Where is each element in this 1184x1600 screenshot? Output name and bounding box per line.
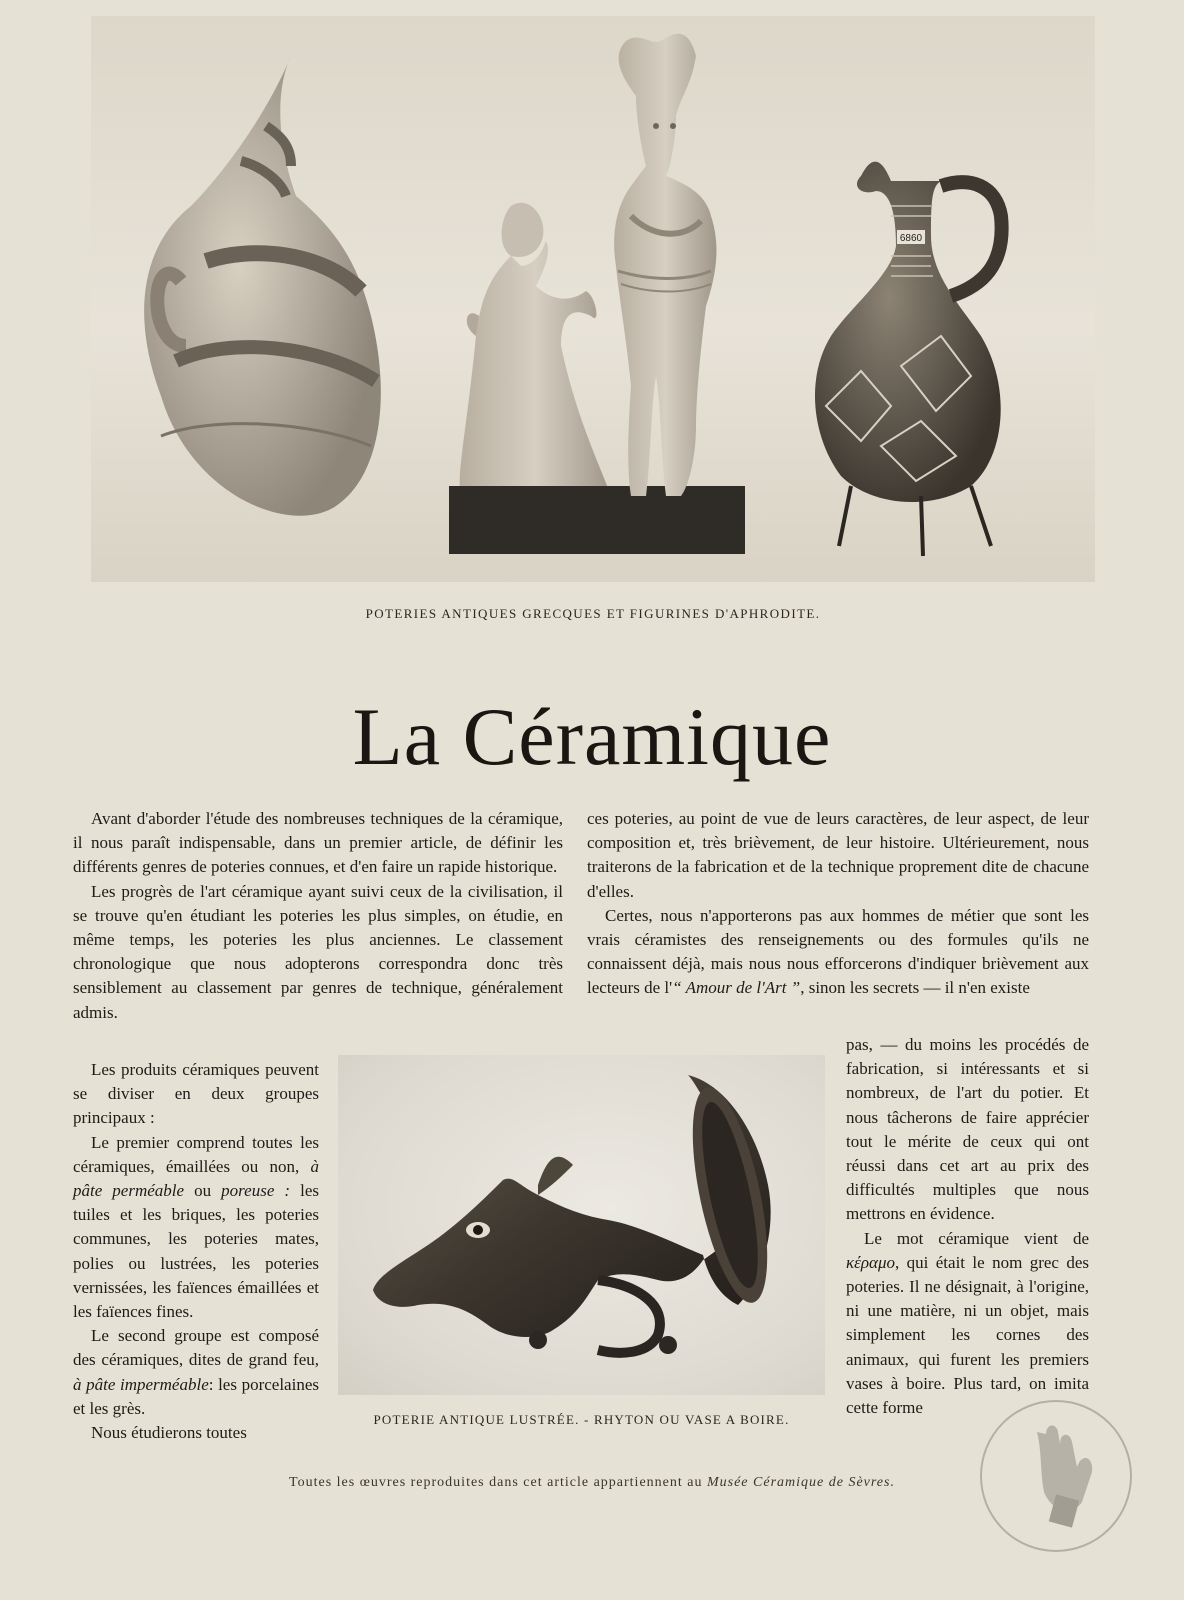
left-narrow-column [73,1058,319,1445]
incised-jug [815,162,1002,556]
right-narrow-column [846,1033,1089,1420]
figurine-base [449,486,745,554]
inventory-label: 6860 [899,233,923,244]
right-column [587,807,1089,1001]
beaked-jug [144,56,381,516]
pottery-illustration [91,16,1095,582]
journal-name: “ Amour de l'Art ” [672,978,801,998]
antique-pottery-photo [91,16,1095,582]
text-run: Le premier comprend toutes les céramiques, émaillées ou non, [73,1132,319,1176]
credit-text: Toutes les œuvres reproduites dans cet article appartiennent au [289,1475,703,1490]
greek-word: κέραμο [846,1252,895,1272]
text-run: les tuiles et les briques, les poteries communes, les poteries mates, polies ou lustrées, les poteries vernissées, les faïences émaillées et les faïences fines. [73,1181,320,1322]
article-title: La Céramique [352,691,832,782]
paragraph: pas, — du moins les procédés de fabrication, si intéressants et si nombreux, de l'art du potier. Et nous tâcherons de faire apprécier tout le mérite de ceux qui ont réussi dans cet art au prix des difficultés multiples que nous mettrons en évidence. [846,1035,1089,1224]
paragraph: Les progrès de l'art céramique ayant suivi ceux de la civilisation, il se trouve qu'en étudiant les poteries les plus simples, on étudie, en même temps, les poteries les plus anciennes. Le classement chronologique que nous adopterons correspondra donc très sensiblement au classement par genres de technique, généralement admis. [73,881,563,1022]
paragraph [73,1131,319,1325]
raised-arms-figurine [460,203,611,496]
rhyton-illustration [338,1055,825,1395]
paragraph [846,1227,1089,1421]
aphrodite-figurine [614,34,716,496]
museum-name: Musée Céramique de Sèvres. [706,1475,895,1490]
text-run: ou [194,1181,212,1201]
emphasis: poreuse : [221,1181,291,1201]
hand-stamp-icon [982,1402,1130,1550]
paragraph: Avant d'aborder l'étude des nombreuses techniques de la céramique, il nous paraît indispensable, dans un premier article, de définir les différents genres de poteries connues, et d'en faire un rapide historique. [73,809,563,877]
paragraph: ces poteries, au point de vue de leurs caractères, de leur aspect, de leur composition et, très brièvement, de leur histoire. Ultérieurement, nous traiterons de la fabrication et de la technique proprement dite de chacune d'elles. [587,809,1089,901]
emphasis: à pâte imperméable [73,1374,209,1394]
rhyton-photo [338,1055,825,1395]
text-run: Certes, nous n'apporterons pas aux hommes de métier que sont les vrais céramistes des renseignements ou des formules qu'ils ne connaissent déjà, mais nous nous efforcerons d'indiquer brièvement aux lecteurs de l' [587,905,1089,998]
paragraph [587,904,1089,1001]
emphasis: à pâte perméable [73,1156,319,1201]
text-run: , sinon les secrets — il n'en existe [800,978,1030,998]
paragraph: Les produits céramiques peuvent se diviser en deux groupes principaux : [73,1060,319,1128]
text-run: Le second groupe est composé des céramiques, dites de grand feu, [73,1326,319,1370]
text-run: , qui était le nom grec des poteries. Il ne désignait, à l'origine, ni une matière, ni un objet, mais simplement les cornes des animaux, qui furent les premiers vases à boire. Plus tard, on imita cette forme [846,1252,1089,1418]
library-stamp-icon [980,1400,1132,1552]
paragraph: Nous étudierons toutes [91,1423,247,1443]
paragraph [73,1324,319,1421]
rhyton-caption: POTERIE ANTIQUE LUSTRÉE. - RHYTON OU VASE A BOIRE. [373,1412,790,1427]
text-run: : les porcelaines et les grès. [73,1374,319,1418]
left-column [73,807,563,1025]
text-run: Le mot céramique vient de [864,1228,1089,1248]
top-photo-caption: POTERIES ANTIQUES GRECQUES ET FIGURINES D'APHRODITE. [365,606,821,621]
